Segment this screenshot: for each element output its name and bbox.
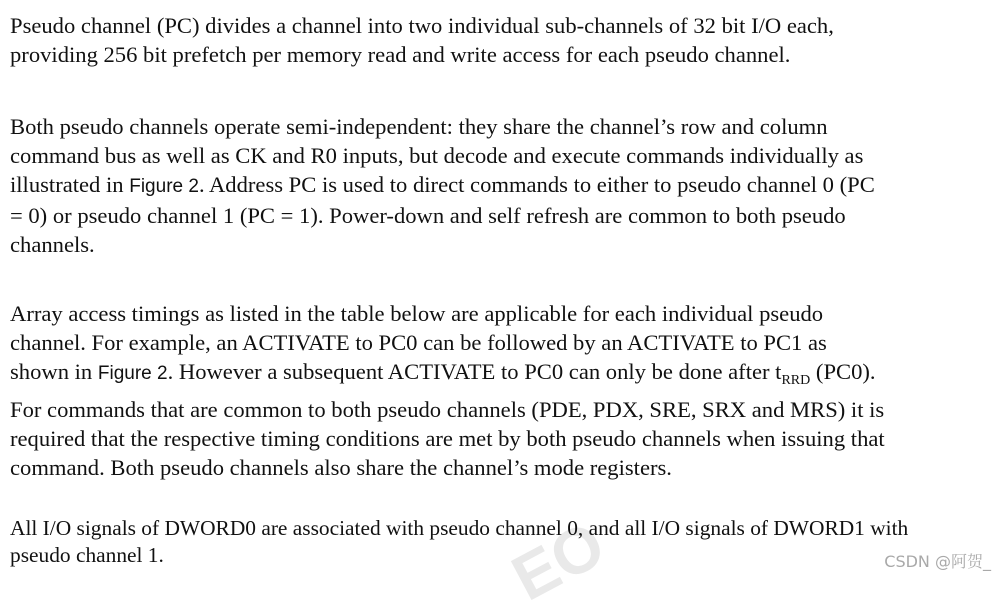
text-line: pseudo channel 1. [10, 543, 164, 567]
csdn-watermark: CSDN @阿贺_ [884, 552, 991, 571]
paragraph-pseudo-channel-intro [10, 11, 995, 69]
text-line: For commands that are common to both pseudo channels (PDE, PDX, SRE, SRX and MRS) it is [10, 397, 885, 422]
text-line: channels. [10, 232, 95, 257]
text-line: providing 256 bit prefetch per memory read and write access for each pseudo channel. [10, 42, 791, 67]
figure-reference: Figure 2 [97, 363, 168, 384]
text-line: channel. For example, an ACTIVATE to PC0 can be followed by an ACTIVATE to PC1 as [10, 330, 827, 355]
text-line: All I/O signals of DWORD0 are associated with pseudo channel 0, and all I/O signals of DWORD1 with [10, 516, 909, 540]
text-line: command. Both pseudo channels also share the channel’s mode registers. [10, 455, 672, 480]
text-line: command bus as well as CK and R0 inputs, but decode and execute commands individually as [10, 143, 864, 168]
paragraph-array-access-timings [10, 299, 995, 482]
paragraph-semi-independent [10, 112, 995, 259]
text-line: Array access timings as listed in the table below are applicable for each individual pseudo [10, 301, 824, 326]
background-watermark: EO [500, 507, 616, 615]
paragraph-dword-association [10, 515, 995, 569]
text-line: shown in Figure 2. However a subsequent ACTIVATE to PC0 can only be done after $t_{RRD}$ (PC0). [10, 359, 876, 388]
text-line: required that the respective timing conditions are met by both pseudo channels when issuing that [10, 426, 885, 451]
text-line: Pseudo channel (PC) divides a channel into two individual sub-channels of 32 bit I/O each, [10, 13, 834, 38]
subscript-rrd: RRD [781, 373, 811, 388]
text-line: illustrated in Figure 2. Address PC is used to direct commands to either to pseudo channel 0 (PC [10, 172, 875, 197]
figure-reference: Figure 2 [129, 176, 199, 197]
text-line: = 0) or pseudo channel 1 (PC = 1). Power-down and self refresh are common to both pseudo [10, 203, 846, 228]
text-line: Both pseudo channels operate semi-independent: they share the channel’s row and column [10, 114, 828, 139]
